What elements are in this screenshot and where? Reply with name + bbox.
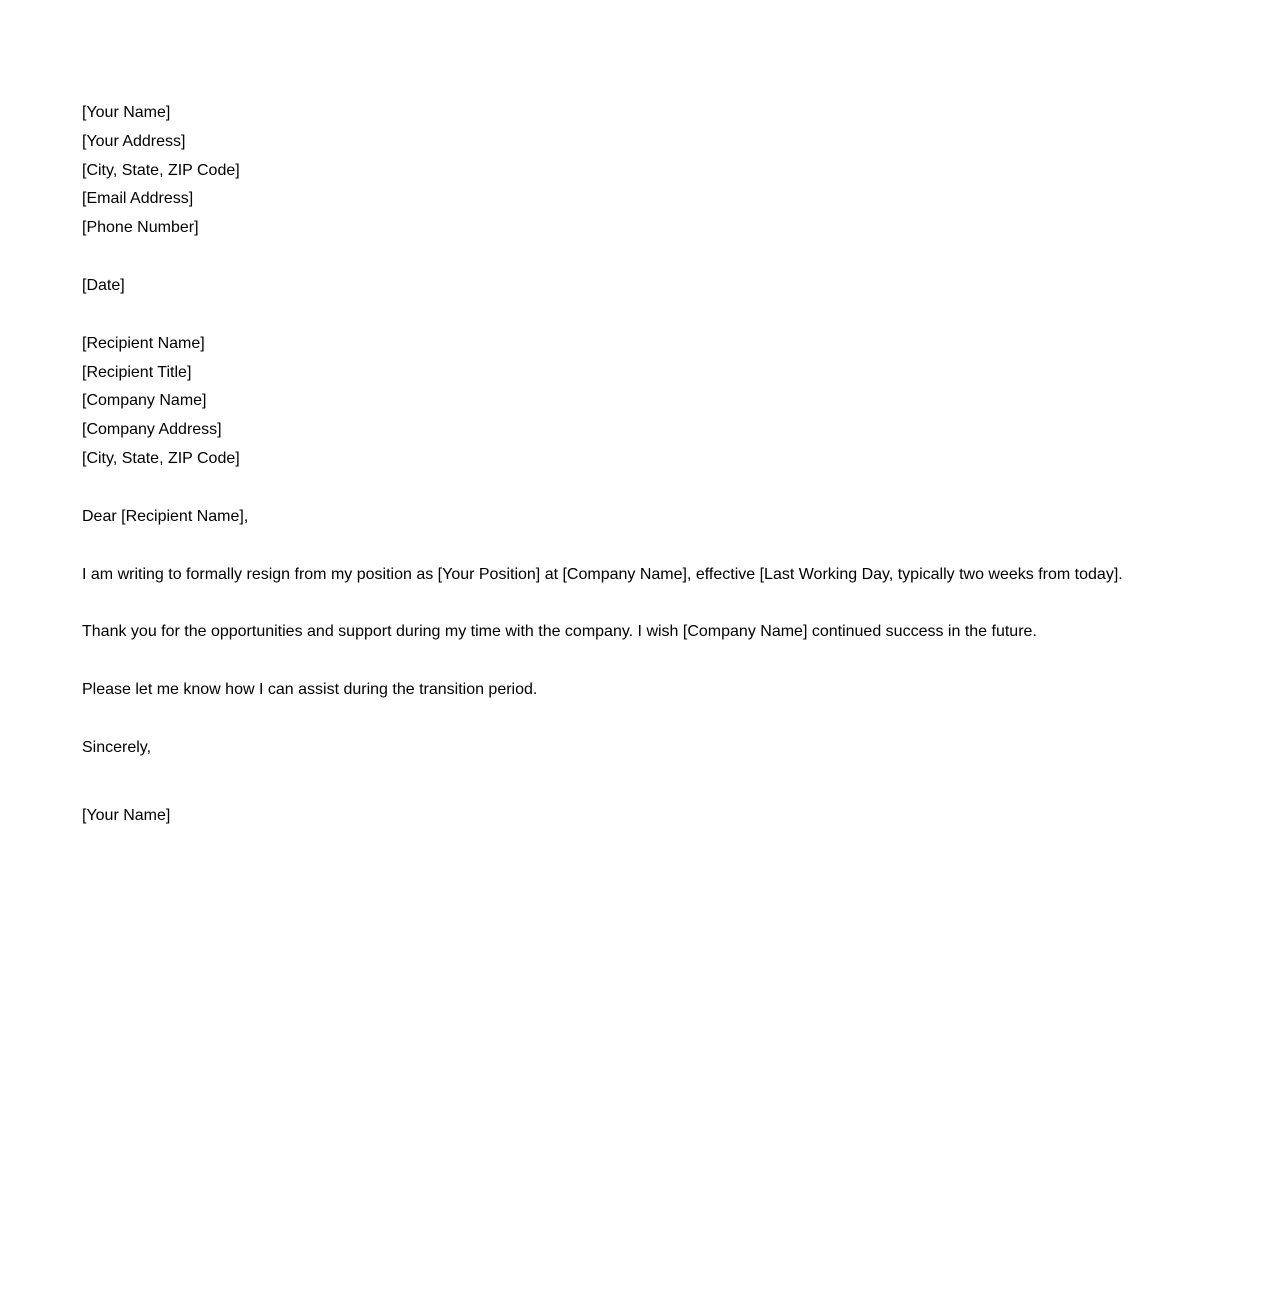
recipient-city-state-zip: [City, State, ZIP Code] <box>82 449 240 467</box>
signature: [Your Name] <box>82 806 171 824</box>
recipient-company: [Company Name] <box>82 392 207 410</box>
sender-name: [Your Name] <box>82 104 171 121</box>
recipient-name: [Recipient Name] <box>82 334 205 352</box>
recipient-block <box>82 330 1232 474</box>
recipient-company-address: [Company Address] <box>82 421 222 439</box>
sender-block <box>82 99 1232 243</box>
sender-address: [Your Address] <box>82 132 186 150</box>
recipient-title: [Recipient Title] <box>82 363 192 381</box>
closing: Sincerely, <box>82 738 152 756</box>
body-paragraph: Please let me know how I can assist during the transition period. <box>82 681 538 699</box>
body-paragraph: Thank you for the opportunities and support during my time with the company. I wish [Company Name] continued success in the future. <box>82 623 1037 641</box>
sender-city-state-zip: [City, State, ZIP Code] <box>82 161 240 179</box>
body-paragraph: I am writing to formally resign from my position as [Your Position] at [Company Name], effective [Last Working Day, typically two weeks from today]. <box>82 565 1123 583</box>
sender-phone: [Phone Number] <box>82 219 199 237</box>
letter-date: [Date] <box>82 276 125 294</box>
sender-email: [Email Address] <box>82 190 194 208</box>
salutation: Dear [Recipient Name], <box>82 507 249 525</box>
resignation-letter <box>82 99 1232 831</box>
